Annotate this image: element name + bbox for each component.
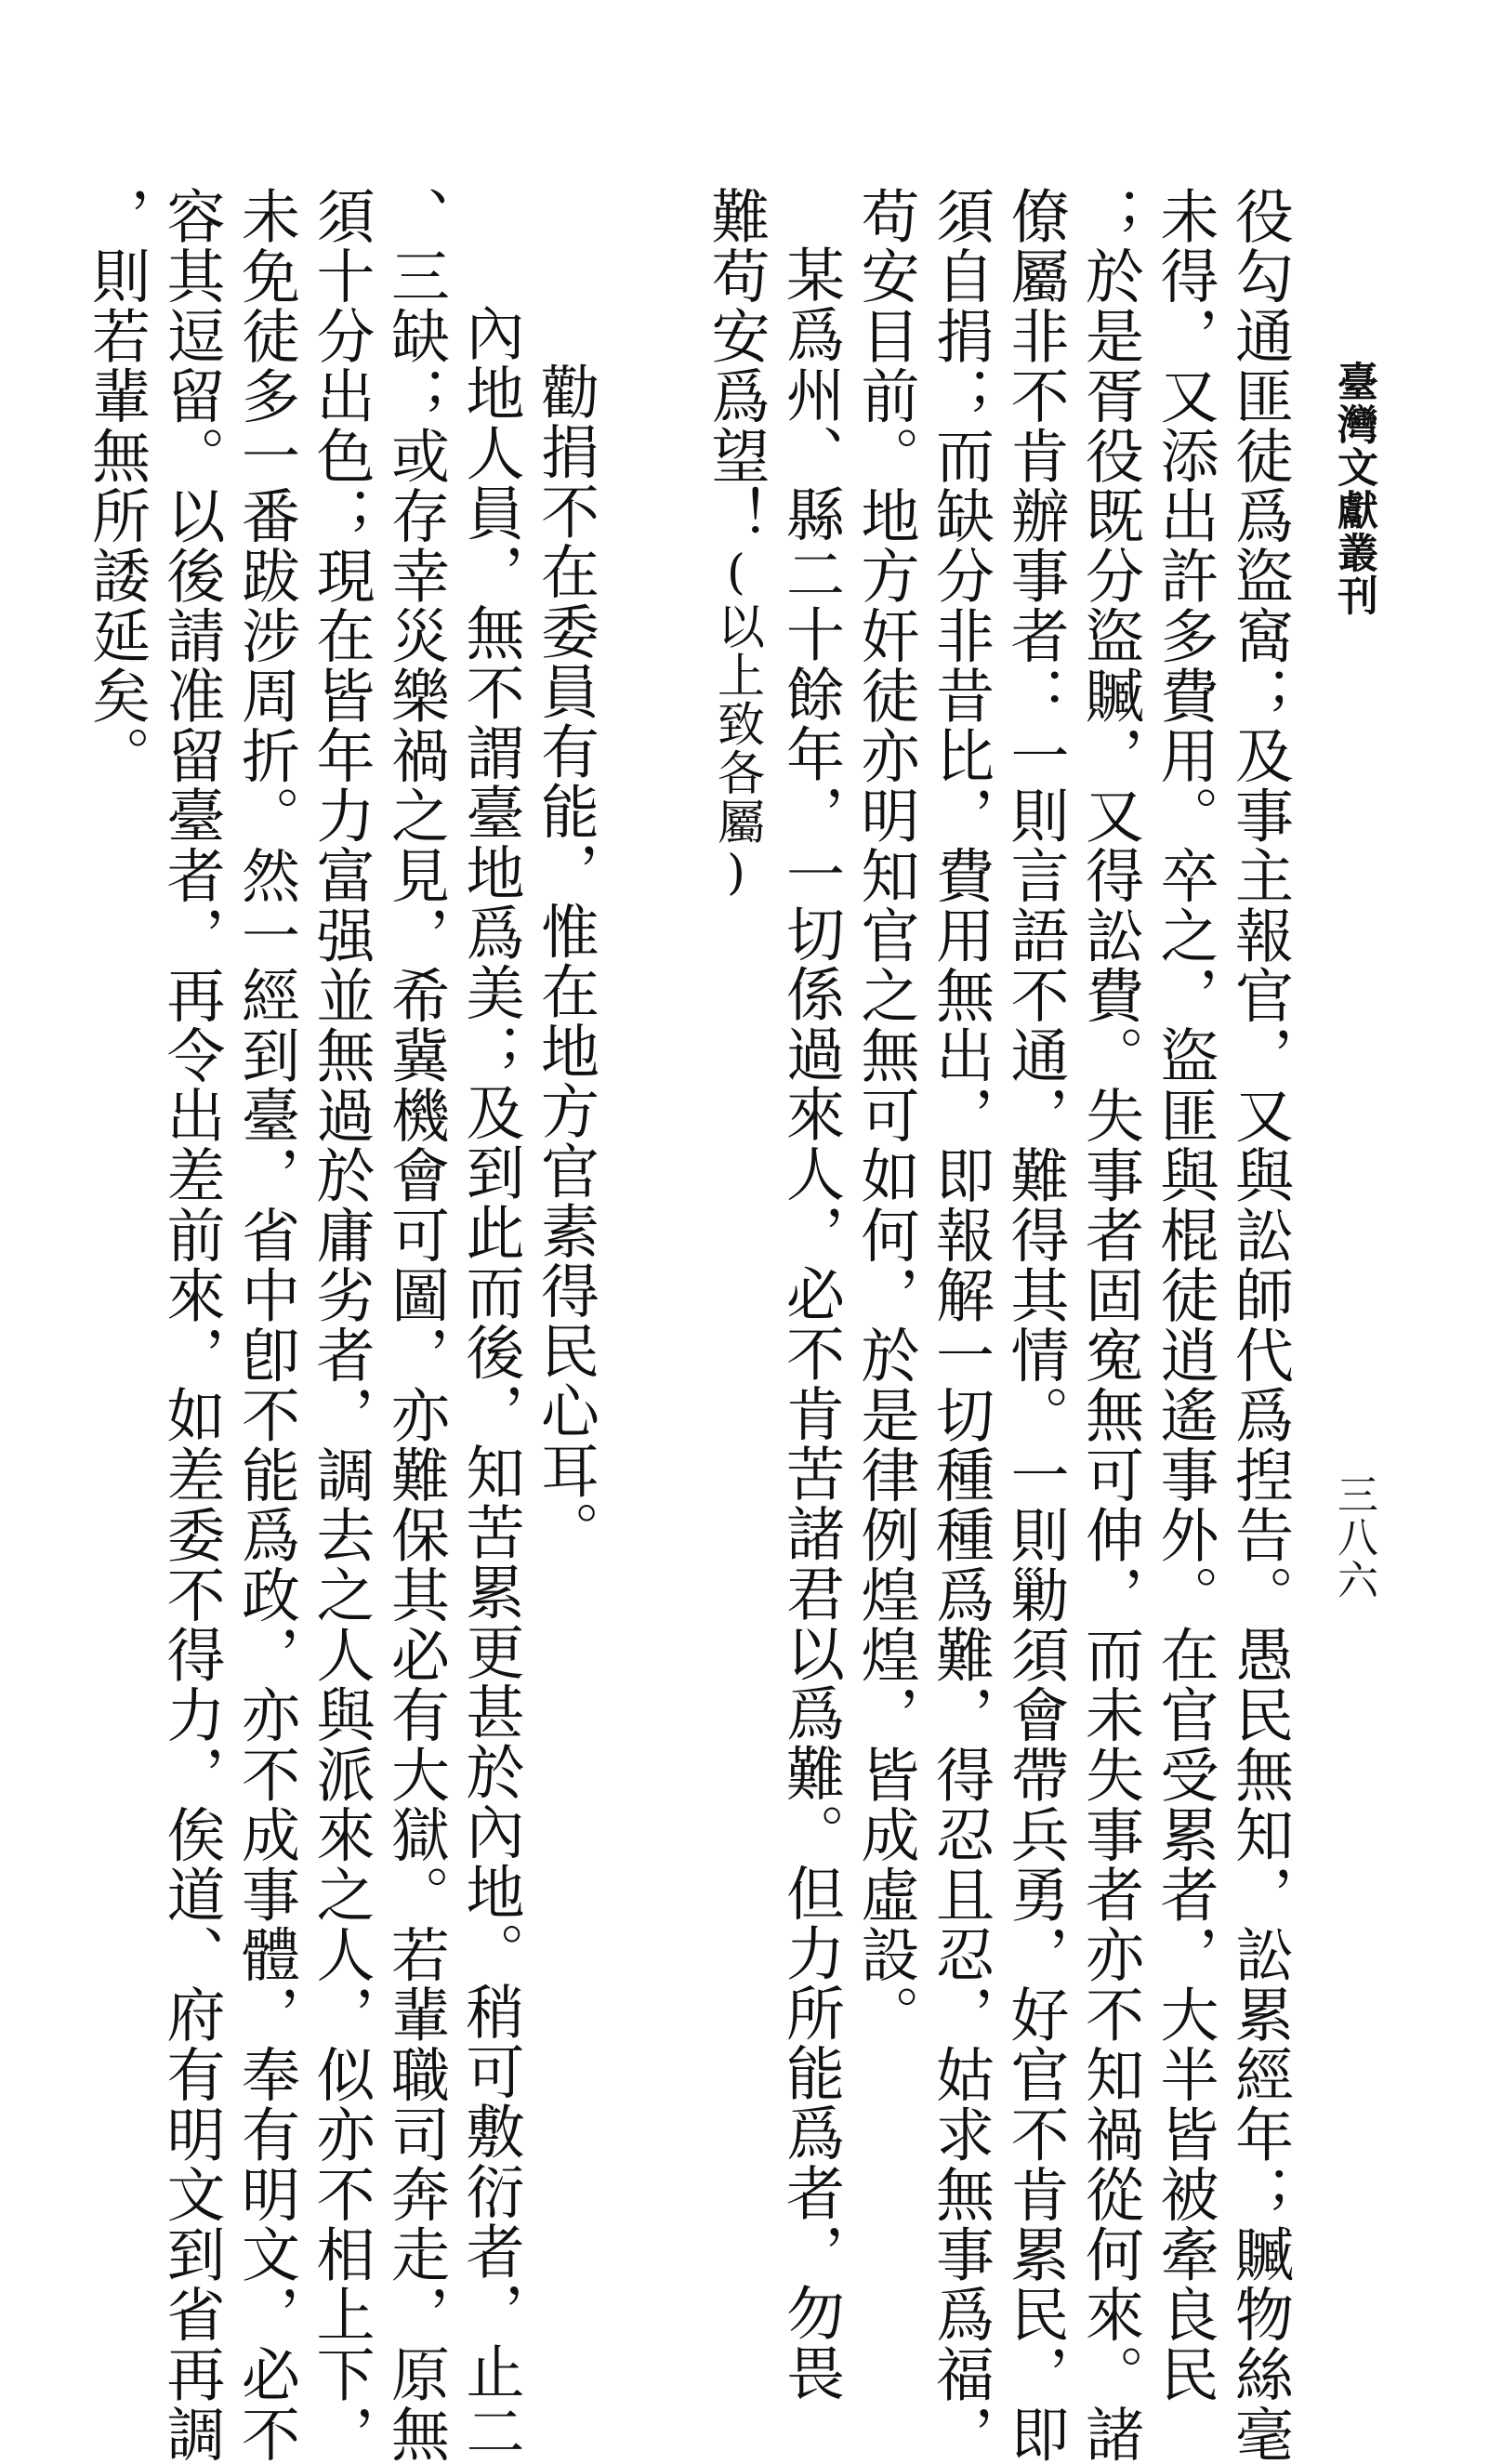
text-line: 內地人員，無不謂臺地爲美；及到此而後，知苦累更甚於內地。稍可敷衍者，止二 bbox=[456, 303, 525, 2461]
text-line: 、三缺；或存幸災樂禍之見，希冀機會可圖，亦難保其必有大獄。若輩職司奔走，原無 bbox=[382, 186, 450, 2464]
text-line: 未免徒多一番跋涉周折。然一經到臺，省中卽不能爲政，亦不成事體，奉有明文，必不 bbox=[232, 186, 300, 2464]
text-fragment: 難苟安爲望！ bbox=[702, 186, 771, 546]
text-line: 須十分出色；現在皆年力富强並無過於庸劣者，調去之人與派來之人，似亦不相上下， bbox=[307, 186, 376, 2464]
running-header-title: 臺灣文獻叢刊 bbox=[1330, 361, 1377, 617]
text-line: 役勾通匪徒爲盜窩；及事主報官，又與訟師代爲揑告。愚民無知，訟累經年；贓物絲毫 bbox=[1226, 186, 1294, 2464]
source-note: (以上致各屬) bbox=[708, 546, 764, 903]
text-line: ，則若輩無所諉延矣。 bbox=[83, 186, 151, 785]
text-line: 某爲州、縣二十餘年，一切係過來人，必不肯苦諸君以爲難。但力所能爲者，勿畏 bbox=[777, 244, 845, 2403]
vertical-text-body bbox=[83, 186, 1297, 2464]
paragraph-gap bbox=[602, 186, 698, 187]
page-number: 三八六 bbox=[1330, 1473, 1377, 1601]
text-line-with-note bbox=[698, 186, 773, 1822]
text-line: 苟安目前。地方奸徒亦明知官之無可如何，於是律例煌煌，皆成虛設。 bbox=[851, 186, 920, 2045]
text-line: 容其逗留。以後請准留臺者，再令出差前來，如差委不得力，俟道、府有明文到省再調 bbox=[157, 186, 226, 2464]
text-line: ；於是胥役既分盜贓，又得訟費。失事者固寃無可伸，而未失事者亦不知禍從何來。諸 bbox=[1076, 186, 1144, 2464]
text-line: 勸捐不在委員有能，惟在地方官素得民心耳。 bbox=[532, 362, 599, 1561]
text-line: 須自捐；而缺分非昔比，費用無出，即報解一切種種爲難，得忍且忍，姑求無事爲福， bbox=[927, 186, 995, 2464]
text-line: 僚屬非不肯辦事者：一則言語不通，難得其情。一則勦須會帶兵勇，好官不肯累民，即 bbox=[1001, 186, 1070, 2464]
text-line: 未得，又添出許多費用。卒之，盜匪與棍徒逍遙事外。在官受累者，大半皆被牽良民 bbox=[1151, 186, 1219, 2405]
